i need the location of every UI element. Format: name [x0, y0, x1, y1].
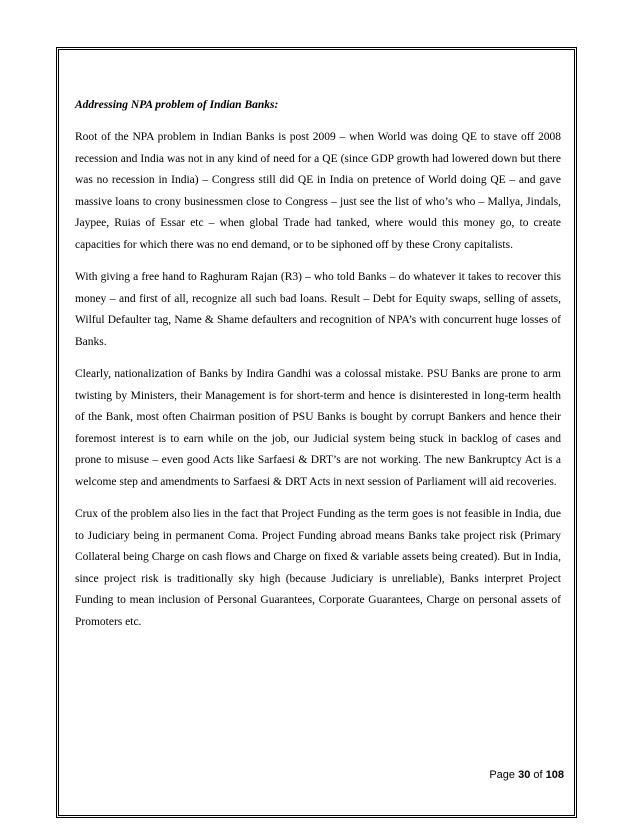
total-pages: 108 — [545, 769, 564, 781]
of-label: of — [533, 769, 543, 781]
paragraph-1: Root of the NPA problem in Indian Banks is post 2009 – when World was doing QE to stave off 2008 recession and India was not in any kind of need for a QE (since GDP growth had lowered down but there was no recession in India) – Congress still did QE in India on pretence of World doing QE – and gave massive loans to crony businessmen close to Congress – just see the list of who’s who – Mallya, Jindals, Jaypee, Ruias of Essar etc – when global Trade had tanked, where would this money go, to create capacities for which there was no end demand, or to be siphoned off by these Crony capitalists. — [75, 131, 561, 251]
current-page-number: 30 — [518, 769, 531, 781]
section-heading: Addressing NPA problem of Indian Banks: — [75, 99, 279, 111]
document-body — [75, 95, 561, 644]
paragraph-3: Clearly, nationalization of Banks by Indira Gandhi was a colossal mistake. PSU Banks are prone to arm twisting by Ministers, their Management is for short-term and hence is disinterested in long-term health of the Bank, most often Chairman position of PSU Banks is bought by corrupt Bankers and hence their foremost interest is to earn while on the job, our Judicial system being stuck in backlog of cases and prone to misuse – even good Acts like Sarfaesi & DRT’s are not working. The new Bankruptcy Act is a welcome step and amendments to Sarfaesi & DRT Acts in next session of Parliament will aid recoveries. — [75, 368, 561, 488]
paragraph-2: With giving a free hand to Raghuram Rajan (R3) – who told Banks – do whatever it takes to recover this money – and first of all, recognize all such bad loans. Result – Debt for Equity swaps, selling of assets, Wilful Defaulter tag, Name & Shame defaulters and recognition of NPA’s with concurrent huge losses of Banks. — [75, 271, 561, 348]
page-number-footer — [489, 769, 564, 781]
page-label: Page — [489, 769, 516, 781]
paragraph-4: Crux of the problem also lies in the fact that Project Funding as the term goes is not feasible in India, due to Judiciary being in permanent Coma. Project Funding abroad means Banks take project risk (Primary Collateral being Charge on cash flows and Charge on fixed & variable assets being created). But in India, since project risk is traditionally sky high (because Judiciary is unreliable), Banks interpret Project Funding to mean inclusion of Personal Guarantees, Corporate Guarantees, Charge on personal assets of Promoters etc. — [75, 508, 561, 628]
